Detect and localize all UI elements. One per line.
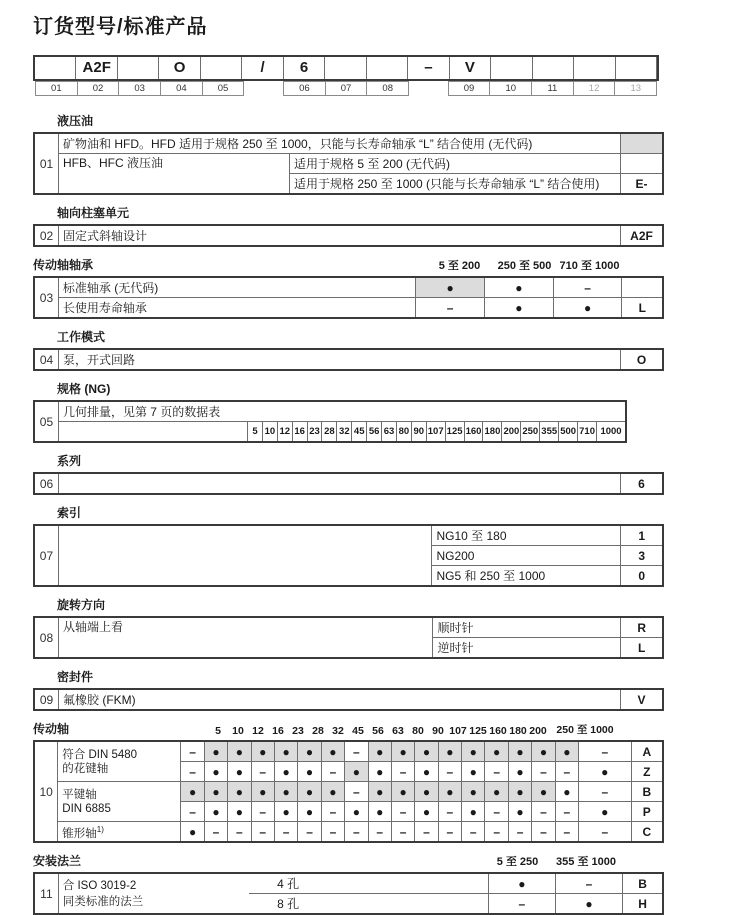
code-value: E-: [621, 174, 664, 195]
availability-cell: –: [251, 802, 274, 822]
section-heading: 传动轴: [33, 722, 70, 736]
size-cell: 10: [262, 422, 277, 443]
table-row: [34, 422, 626, 443]
availability-cell: –: [438, 802, 461, 822]
availability-cell: ●: [274, 802, 297, 822]
code-value: 6: [621, 473, 664, 494]
shaft-label-splined: 符合 DIN 5480 的花键轴: [58, 741, 181, 782]
section-heading: 安装法兰: [33, 854, 82, 868]
availability-cell: ●: [228, 762, 251, 782]
code-cell: [574, 57, 615, 79]
code-value: B: [623, 873, 663, 894]
availability-cell: –: [391, 762, 414, 782]
section-number: 03: [34, 277, 58, 318]
section-heading: 索引: [57, 506, 82, 520]
availability-cell: –: [368, 822, 391, 843]
section-shaft-bearing: [33, 256, 750, 319]
availability-cell: ●: [553, 298, 622, 319]
size-header: 45: [352, 725, 364, 737]
table-row: [34, 298, 663, 319]
footnote-marker: 1): [96, 824, 104, 834]
size-cell: 160: [464, 422, 483, 443]
size-header: 56: [372, 725, 384, 737]
bearing-table: [33, 276, 664, 319]
position-number: 12: [573, 81, 616, 96]
rotation-table: [33, 616, 664, 659]
availability-cell: ●: [579, 802, 632, 822]
code-value: [621, 133, 664, 154]
position-number: 10: [489, 81, 532, 96]
availability-cell: ●: [181, 782, 204, 802]
availability-cell: ●: [345, 762, 368, 782]
row-label: 顺时针: [433, 617, 621, 638]
availability-cell: –: [555, 873, 622, 894]
size-cell: 63: [382, 422, 397, 443]
availability-cell: –: [488, 894, 555, 915]
availability-cell: –: [391, 822, 414, 843]
code-cell: A2F: [76, 57, 117, 79]
size-header: 12: [252, 725, 264, 737]
availability-cell: ●: [555, 894, 622, 915]
section-heading: 工作模式: [57, 330, 106, 344]
hole-count-label: 4 孔: [249, 873, 488, 894]
size-header: 180: [509, 725, 527, 737]
table-row: [34, 525, 663, 546]
row-label: 长使用寿命轴承: [58, 298, 415, 319]
flange-label: 合 ISO 3019-2 同类标准的法兰: [58, 873, 249, 914]
row-text: 氟橡胶 (FKM): [59, 689, 621, 710]
availability-cell: ●: [345, 802, 368, 822]
section-drive-shaft: [33, 720, 750, 843]
availability-cell: ●: [368, 762, 391, 782]
availability-cell: ●: [462, 741, 485, 762]
availability-cell: ●: [251, 741, 274, 762]
availability-cell: ●: [485, 782, 508, 802]
availability-cell: –: [532, 802, 555, 822]
code-value: Z: [631, 762, 663, 782]
code-cell: /: [242, 57, 283, 79]
availability-cell: –: [555, 762, 578, 782]
code-cells-row: [33, 55, 659, 81]
availability-cell: –: [321, 822, 344, 843]
code-cell: –: [408, 57, 449, 79]
code-value: L: [621, 638, 663, 659]
size-cell: 500: [559, 422, 578, 443]
position-number: 02: [77, 81, 120, 96]
availability-cell: –: [228, 822, 251, 843]
section-series: [33, 452, 750, 495]
size-cell: 125: [445, 422, 464, 443]
availability-cell: ●: [555, 741, 578, 762]
section-rotation-direction: [33, 596, 750, 659]
availability-cell: –: [204, 822, 227, 843]
section-mounting-flange: [33, 852, 750, 915]
size-cell: 80: [396, 422, 411, 443]
code-value: L: [622, 298, 663, 319]
availability-cell: ●: [228, 782, 251, 802]
fluid-left-label: HFB、HFC 液压油: [59, 154, 290, 195]
code-cell: [616, 57, 657, 79]
code-value: 1: [621, 525, 663, 546]
empty-cell: [58, 422, 247, 443]
availability-cell: –: [532, 822, 555, 843]
code-value: V: [621, 689, 664, 710]
size-header: 90: [432, 725, 444, 737]
size-cell: 32: [337, 422, 352, 443]
size-header: 107: [449, 725, 467, 737]
size-range-header: 5 至 200: [438, 260, 481, 272]
code-cell: [118, 57, 159, 79]
row-text: [59, 473, 621, 494]
row-label: NG10 至 180: [432, 525, 621, 546]
availability-cell: ●: [508, 782, 531, 802]
availability-cell: –: [251, 762, 274, 782]
code-position-row: [33, 81, 659, 96]
availability-cell: ●: [298, 741, 321, 762]
size-header: 160: [489, 725, 507, 737]
code-value: R: [621, 617, 663, 638]
size-cell: 180: [483, 422, 502, 443]
size-header: 5: [215, 725, 221, 737]
availability-cell: –: [416, 298, 485, 319]
section-number: 10: [34, 741, 58, 842]
fluid-row3-text: 适用于规格 250 至 1000 (只能与长寿命轴承 “L” 结合使用): [290, 174, 621, 195]
availability-cell: ●: [415, 762, 438, 782]
size-cell: 45: [352, 422, 367, 443]
availability-cell: –: [485, 762, 508, 782]
axial-piston-table: [33, 224, 664, 247]
availability-cell: ●: [274, 741, 297, 762]
code-value: A2F: [621, 225, 664, 246]
section-number: 08: [34, 617, 58, 658]
size-header: 16: [272, 725, 284, 737]
row-text: 泵，开式回路: [59, 349, 621, 370]
position-number: [408, 81, 449, 94]
code-cell: [325, 57, 366, 79]
availability-cell: –: [438, 822, 461, 843]
availability-cell: ●: [485, 741, 508, 762]
code-cell: [367, 57, 408, 79]
size-header: 28: [312, 725, 324, 737]
availability-cell: –: [298, 822, 321, 843]
seals-table: [33, 688, 664, 711]
availability-cell: –: [321, 762, 344, 782]
hydraulic-fluid-table: [33, 132, 664, 195]
size-cell: 16: [292, 422, 307, 443]
position-number: 08: [366, 81, 409, 96]
availability-cell: –: [321, 802, 344, 822]
availability-cell: ●: [228, 741, 251, 762]
size-range-header: 710 至 1000: [559, 260, 620, 272]
size-range-header: 5 至 250: [496, 856, 539, 868]
availability-cell: ●: [298, 782, 321, 802]
shaft-row-a: [34, 741, 663, 762]
availability-cell: ●: [228, 802, 251, 822]
availability-cell: –: [181, 762, 204, 782]
availability-cell: –: [579, 782, 632, 802]
section-number: 05: [34, 401, 58, 442]
availability-cell: ●: [181, 822, 204, 843]
index-table: [33, 524, 664, 587]
availability-cell: ●: [274, 762, 297, 782]
position-number: 11: [531, 81, 574, 96]
size-cell: 56: [367, 422, 382, 443]
code-cell: V: [450, 57, 491, 79]
availability-cell: ●: [321, 782, 344, 802]
section-number: 09: [34, 689, 59, 710]
code-value: 0: [621, 566, 663, 587]
availability-cell: –: [462, 822, 485, 843]
availability-cell: ●: [438, 782, 461, 802]
availability-cell: –: [579, 741, 632, 762]
section-number: 01: [34, 133, 59, 194]
code-value: O: [621, 349, 664, 370]
code-value: B: [631, 782, 663, 802]
availability-cell: ●: [368, 741, 391, 762]
availability-cell: ●: [415, 802, 438, 822]
availability-cell: –: [415, 822, 438, 843]
availability-cell: –: [532, 762, 555, 782]
code-value: [622, 277, 663, 298]
section-heading: 规格 (NG): [57, 382, 111, 396]
size-cell: 5: [248, 422, 263, 443]
position-number: 13: [614, 81, 657, 96]
availability-cell: –: [181, 741, 204, 762]
availability-cell: ●: [204, 762, 227, 782]
size-header: 80: [412, 725, 424, 737]
availability-cell: –: [345, 741, 368, 762]
code-cell: [533, 57, 574, 79]
availability-cell: ●: [488, 873, 555, 894]
operating-mode-table: [33, 348, 664, 371]
position-number: 09: [448, 81, 491, 96]
availability-cell: ●: [415, 741, 438, 762]
availability-cell: ●: [368, 802, 391, 822]
availability-cell: ●: [484, 298, 553, 319]
availability-cell: –: [345, 782, 368, 802]
shaft-label-keyed: 平键轴 DIN 6885: [58, 782, 181, 822]
code-value: A: [631, 741, 663, 762]
section-heading: 液压油: [57, 114, 94, 128]
size-header: 125: [469, 725, 487, 737]
availability-cell: ●: [204, 802, 227, 822]
size-cell: 90: [411, 422, 426, 443]
section-number: 02: [34, 225, 59, 246]
size-header: 63: [392, 725, 404, 737]
availability-cell: ●: [391, 741, 414, 762]
code-value: P: [631, 802, 663, 822]
row-label: NG5 和 250 至 1000: [432, 566, 621, 587]
position-number: 03: [118, 81, 161, 96]
size-cell: 710: [578, 422, 597, 443]
shaft-label-tapered: 锥形轴$^{1)}$: [58, 822, 181, 843]
section-operating-mode: [33, 328, 750, 371]
section-number: 06: [34, 473, 59, 494]
table-row: [34, 277, 663, 298]
code-cell: [491, 57, 532, 79]
availability-cell: ●: [579, 762, 632, 782]
flange-table: [33, 872, 664, 915]
availability-cell: –: [485, 802, 508, 822]
code-cell: 6: [284, 57, 325, 79]
size-cell: 23: [307, 422, 322, 443]
availability-cell: ●: [462, 802, 485, 822]
shaft-header-row: [33, 720, 750, 737]
bearing-header-row: [33, 256, 750, 273]
fluid-row2-text: 适用于规格 5 至 200 (无代码): [290, 154, 621, 174]
size-table: [33, 400, 627, 443]
code-cell: O: [159, 57, 200, 79]
displacement-note: 几何排量，见第 7 页的数据表: [58, 401, 626, 422]
availability-cell: –: [345, 822, 368, 843]
availability-cell: ●: [416, 277, 485, 298]
availability-cell: ●: [391, 782, 414, 802]
table-row: [34, 873, 663, 894]
size-cell: 28: [322, 422, 337, 443]
size-range-header: 250 至 500: [497, 260, 552, 272]
availability-cell: –: [251, 822, 274, 843]
table-row: [34, 617, 663, 638]
code-value: H: [623, 894, 663, 915]
section-hydraulic-fluid: [33, 112, 750, 195]
size-header: 200: [529, 725, 547, 737]
code-cell: [201, 57, 242, 79]
size-cell: 1000: [597, 422, 626, 443]
size-cell: 250: [521, 422, 540, 443]
availability-cell: ●: [204, 741, 227, 762]
section-heading: 传动轴轴承: [33, 258, 94, 272]
availability-cell: ●: [438, 741, 461, 762]
code-value: 3: [621, 546, 663, 566]
section-seals: [33, 668, 750, 711]
size-header: 32: [332, 725, 344, 737]
section-heading: 旋转方向: [57, 598, 106, 612]
section-heading: 轴向柱塞单元: [57, 206, 130, 220]
availability-cell: ●: [415, 782, 438, 802]
hole-count-label: 8 孔: [249, 894, 488, 915]
availability-cell: –: [391, 802, 414, 822]
availability-cell: –: [555, 822, 578, 843]
availability-cell: ●: [462, 762, 485, 782]
shaft-row-b: [34, 782, 663, 802]
availability-cell: ●: [368, 782, 391, 802]
position-number: 06: [283, 81, 326, 96]
section-number: 07: [34, 525, 58, 586]
flange-header-row: [33, 852, 750, 869]
position-number: [243, 81, 284, 94]
section-axial-piston-unit: [33, 204, 750, 247]
size-cell: 12: [277, 422, 292, 443]
availability-cell: –: [485, 822, 508, 843]
availability-cell: ●: [274, 782, 297, 802]
size-range-header: 355 至 1000: [556, 856, 616, 868]
section-size-ng: [33, 380, 750, 443]
availability-cell: ●: [532, 782, 555, 802]
availability-cell: ●: [508, 741, 531, 762]
table-row: [34, 401, 626, 422]
availability-cell: ●: [462, 782, 485, 802]
size-cell: 355: [540, 422, 559, 443]
size-header: 10: [232, 725, 244, 737]
series-table: [33, 472, 664, 495]
fluid-row1-text: 矿物油和 HFD。HFD 适用于规格 250 至 1000，只能与长寿命轴承 “L” 结合使用 (无代码): [59, 133, 621, 154]
availability-cell: –: [553, 277, 622, 298]
drive-shaft-table: [33, 740, 664, 843]
shaft-row-c: [34, 822, 663, 843]
availability-cell: ●: [555, 782, 578, 802]
availability-cell: ●: [321, 741, 344, 762]
availability-cell: ●: [484, 277, 553, 298]
size-header: 250 至 1000: [556, 724, 614, 736]
position-number: 04: [160, 81, 203, 96]
row-label: 标准轴承 (无代码): [58, 277, 415, 298]
section-heading: 密封件: [57, 670, 94, 684]
availability-cell: –: [555, 802, 578, 822]
viewed-from-label: 从轴端上看: [58, 617, 432, 658]
availability-cell: ●: [298, 802, 321, 822]
section-heading: 系列: [57, 454, 82, 468]
section-number: 11: [34, 873, 58, 914]
size-cell: 107: [426, 422, 445, 443]
position-number: 05: [202, 81, 245, 96]
section-index: [33, 504, 750, 587]
code-cell: [35, 57, 76, 79]
availability-cell: –: [438, 762, 461, 782]
row-label: 逆时针: [433, 638, 621, 659]
availability-cell: ●: [532, 741, 555, 762]
availability-cell: –: [508, 822, 531, 843]
size-cell: 200: [502, 422, 521, 443]
availability-cell: –: [579, 822, 632, 843]
section-number: 04: [34, 349, 59, 370]
size-header: 23: [292, 725, 304, 737]
row-label: NG200: [432, 546, 621, 566]
availability-cell: ●: [298, 762, 321, 782]
ordering-code-bar: [33, 55, 659, 96]
availability-cell: ●: [251, 782, 274, 802]
position-number: 07: [325, 81, 368, 96]
availability-cell: –: [274, 822, 297, 843]
availability-cell: ●: [508, 762, 531, 782]
row-text: 固定式斜轴设计: [59, 225, 621, 246]
code-value: [621, 154, 664, 174]
code-value: C: [631, 822, 663, 843]
empty-cell: [58, 525, 431, 586]
page-title: 订货型号/标准产品: [33, 16, 208, 38]
position-number: 01: [35, 81, 78, 96]
availability-cell: ●: [204, 782, 227, 802]
availability-cell: ●: [508, 802, 531, 822]
availability-cell: –: [181, 802, 204, 822]
